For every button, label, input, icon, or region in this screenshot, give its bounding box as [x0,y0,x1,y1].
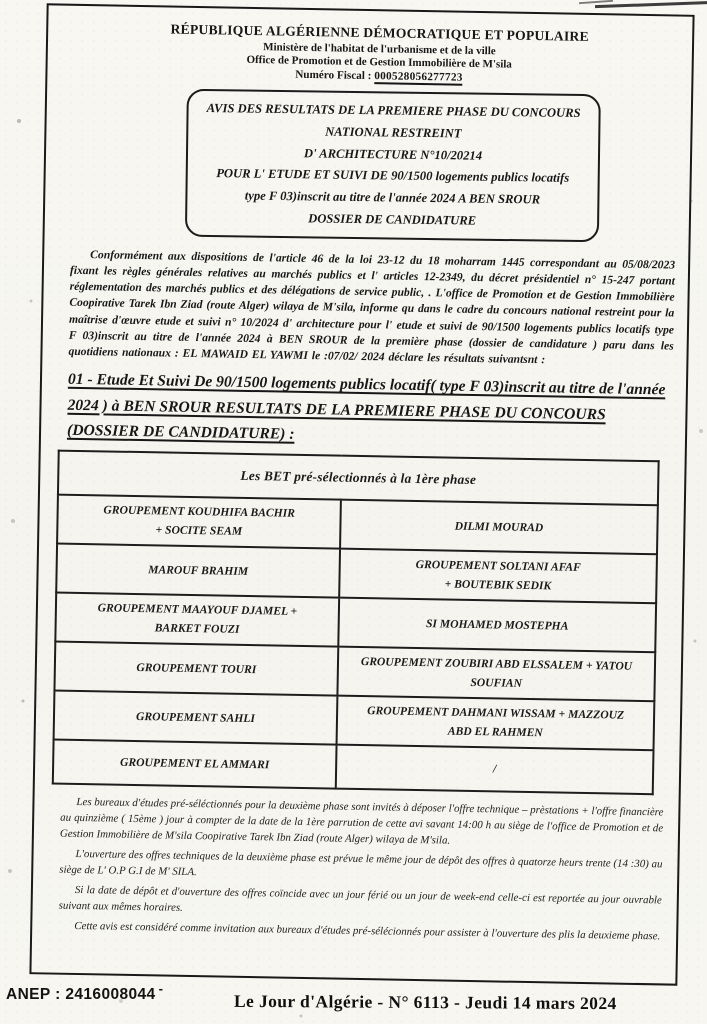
anep-text: ANEP : 2416008044 [6,986,156,1003]
notice-title-box [185,89,601,242]
bet-cell: DILMI MOURAD [340,499,658,554]
office-line: Office de Promotion et de Gestion Immobilière de M'sila [246,53,512,71]
journal-issue-line: Le Jour d'Algérie - N° 6113 - Jeudi 14 mars 2024 [233,990,617,1014]
republic-title: RÉPUBLIQUE ALGÉRIENNE DÉMOCRATIQUE ET POPULAIRE [170,21,590,44]
bet-cell: GROUPEMENT KOUDHIFA BACHIR + SOCITE SEAM [57,494,341,548]
ministry-line: Ministère de l'habitat de l'urbanisme et de la ville [263,40,496,57]
closing-paragraph-2: L'ouverture des offres techniques de la deuxième phase est prévue le même jour de dépôt des offres à quatorze heurs trente (14 :30) au siège de L' O.P G.I de M' SILA. [59,847,663,879]
preselected-bet-table [52,449,660,795]
table-title-cell: Les BET pré-sélectionnés à la 1ère phase [58,450,659,505]
letterhead [71,20,687,88]
bet-cell: GROUPEMENT TOURI [54,641,338,695]
notice-line-2: NATIONAL RESTREINT [325,124,462,141]
table-row [53,739,654,794]
bet-cell: GROUPEMENT ZOUBIRI ABD ELSSALEM + YATOU SOUFIAN [337,646,655,701]
notice-line-1: AVIS DES RESULTATS DE LA PREMIERE PHASE DU CONCOURS [206,100,581,121]
scan-streak-artifact-small [579,0,613,4]
closing-paragraph-3: Si la date de dépôt et d'ouverture des offres coïncide avec un jour férié ou un jour de week-end celle-ci est reportée au jour ouvrable suivant aux mêmes horaires. [58,883,662,914]
intro-paragraph: Conformément aux dispositions de l'article 46 de la loi 23-12 du 18 moharram 1445 correspondant au 05/08/2023 fixant les règles générales relatives au marchés publics et l' articles 12-2349, du décret présidentiel n° 15-247 portant réglementation des marchés publics et des délégations de service public, . L'office de Promotion et de Gestion Immobilière Coopirative Tarek Ibn Ziad (route Alger) wilaya de M'sila, informe qu dans le cadre du concours national restreint pour la maîtrise d'œuvre etude et suivi n° 10/2024 d' architecture pour l' etude et suivi de 90/1500 logements publics locatifs type F 03)inscrit au titre de l'année 2024 à BEN SROUR de la première phase (dossier de candidature ) paru dans les quotidiens nationaux : EL MAWAID EL YAWMI le :07/02/ 2024 déclare les résultats suivantsnt : [68,247,676,367]
bet-cell: MAROUF BRAHIM [56,543,340,597]
notice-line-3: D' ARCHITECTURE N°10/20214 [303,145,483,163]
closing-paragraph-1: Les bureaux d'études pré-séléctionnés pour la deuxième phase sont invités à déposer l'offre technique – prèstations + l'offre financière au quinzième ( 15ème ) jour à compter de la date de la 1ère parrution de cette avi savant 14:00 h au siège de l'office de Promotion et de Gestion Immobilière de M'sila Coopirative Tarek Ibn Ziad (route Alger) wilaya de M'sila. [59,795,664,847]
document-border-frame [29,3,694,985]
bet-cell: / [336,744,654,794]
section-heading: 01 - Etude Et Suivi De 90/1500 logements publics locatif( type F 03)inscrit au titre de l'année 2024 ) à BEN SROUR RESULTATS DE LA PREMIERE PHASE DU CONCOURS (DOSSIER DE CANDIDATURE) : [66,370,666,443]
bet-cell: GROUPEMENT DAHMANI WISSAM + MAZZOUZ ABD EL RAHMEN [337,695,655,750]
bet-cell: SI MOHAMED MOSTEPHA [338,597,656,652]
anep-reference [6,981,163,1004]
notice-line-4: POUR L' ETUDE ET SUIVI DE 90/1500 logements publics locatifs [216,166,570,186]
bet-cell: GROUPEMENT MAAYOUF DJAMEL + BARKET FOUZI [55,592,339,646]
closing-paragraphs [58,793,663,944]
notice-line-6: DOSSIER DE CANDIDATURE [308,211,477,228]
scan-streak-artifact [595,1,707,8]
scan-speckles [0,0,2,2]
closing-paragraph-4: Cette avis est considéré comme invitation aux bureaux d'études pré-sélécionnés pour assister à l'ouverture des plis la deuxieme phase. [74,919,661,943]
fiscal-label: Numéro Fiscal : [295,68,375,83]
bet-cell: GROUPEMENT SAHLI [54,690,338,744]
notice-line-5: type F 03)inscrit au titre de l'année 2024 A BEN SROUR [244,188,541,207]
anep-corner-mark: - [158,981,164,996]
bet-cell: GROUPEMENT SOLTANI AFAF + BOUTEBIK SEDIK [339,548,657,603]
bet-cell: GROUPEMENT EL AMMARI [53,739,337,788]
fiscal-number: 000528056277723 [374,70,463,84]
